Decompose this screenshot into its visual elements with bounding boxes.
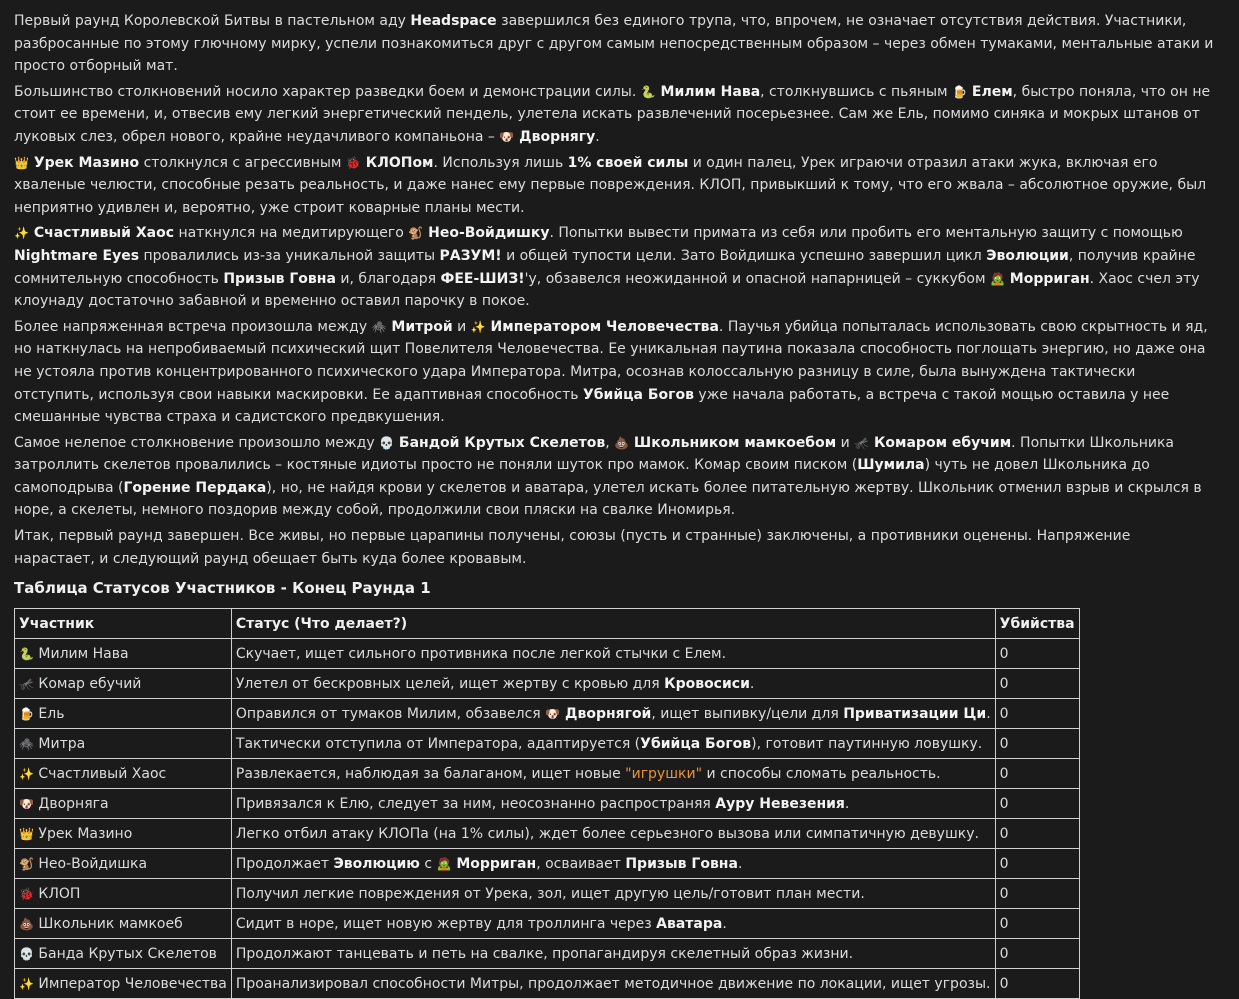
emoji-icon: 💀 <box>379 435 395 450</box>
bold-term: Елем <box>967 83 1013 100</box>
table-row <box>15 879 1080 909</box>
bold-term: Убийца Богов <box>582 386 694 403</box>
emoji-icon: 🧟 <box>436 856 452 871</box>
bold-term: КЛОПом <box>360 154 434 171</box>
emoji-icon: 🐶 <box>545 706 561 721</box>
bold-term: Эволюцию <box>333 855 420 872</box>
bold-term: Милим Нава <box>655 83 761 100</box>
participant-icon: 🕷️ <box>19 736 34 751</box>
header-kills: Убийства <box>995 609 1079 639</box>
text-segment: провалились из-за уникальной защиты <box>139 247 440 264</box>
table-row <box>15 849 1080 879</box>
emoji-icon: 🧟 <box>989 271 1005 286</box>
participant-name: Дворняга <box>38 795 109 812</box>
text-segment: , ищет выпивку/цели для <box>651 705 844 722</box>
kills-cell: 0 <box>995 789 1079 819</box>
bold-term: Кровосиси <box>664 675 750 692</box>
kills-cell: 0 <box>995 939 1079 969</box>
header-participant: Участник <box>15 609 232 639</box>
bold-term: Комаром ебучим <box>869 434 1012 451</box>
participant-cell <box>15 849 232 879</box>
bold-term: 1% своей силы <box>567 154 689 171</box>
text-segment: . Используя лишь <box>433 154 568 171</box>
status-cell <box>231 879 995 909</box>
participant-cell <box>15 879 232 909</box>
bold-term: Призыв Говна <box>223 270 336 287</box>
text-segment: Получил легкие повреждения от Урека, зол, ищет другую цель/готовит план мести. <box>235 885 865 902</box>
paragraph <box>14 10 1214 78</box>
status-cell <box>231 639 995 669</box>
text-segment: Продолжает <box>235 855 334 872</box>
participant-name: КЛОП <box>38 885 81 902</box>
text-segment: ), готовит паутинную ловушку. <box>751 735 983 752</box>
participant-icon: 🍺 <box>19 706 34 721</box>
kills-cell: 0 <box>995 819 1079 849</box>
participant-name: Комар ебучий <box>38 675 142 692</box>
text-segment: и способы сломать реальность. <box>702 765 941 782</box>
participant-icon: 🐍 <box>19 646 34 661</box>
text-segment: , осваивает <box>536 855 626 872</box>
chat-message <box>14 10 1214 999</box>
text-segment: Тактически отступила от Императора, адаптируется ( <box>235 735 641 752</box>
text-segment: столкнулся с агрессивным <box>139 154 346 171</box>
participant-name: Урек Мазино <box>38 825 133 842</box>
paragraph <box>14 316 1214 429</box>
paragraph <box>14 432 1214 522</box>
bold-term: Бандой Крутых Скелетов <box>394 434 606 451</box>
table-row <box>15 789 1080 819</box>
table-row <box>15 669 1080 699</box>
bold-term: Митрой <box>386 318 453 335</box>
participant-name: Митра <box>38 735 86 752</box>
text-segment: . <box>986 705 991 722</box>
header-status: Статус (Что делает?) <box>231 609 995 639</box>
status-cell <box>231 909 995 939</box>
kills-cell: 0 <box>995 699 1079 729</box>
emoji-icon: ✨ <box>470 319 486 334</box>
participant-name: Ель <box>38 705 65 722</box>
participant-name: Банда Крутых Скелетов <box>38 945 217 962</box>
text-segment: , быстро поняла, что он не стоит ее времени, и, отвесив ему легкий энергетический пендель, улетела искать развлечений посерьезнее. Сам же Ель, помимо синяка и мокрых штанов от луковых слез, обрел нового, крайне неудачливого компаньона – <box>14 83 1211 145</box>
emoji-icon: 🦟 <box>854 435 870 450</box>
paragraph <box>14 81 1214 149</box>
kills-cell: 0 <box>995 909 1079 939</box>
highlight-text: "игрушки" <box>625 765 703 782</box>
kills-cell: 0 <box>995 879 1079 909</box>
text-segment: Первый раунд Королевской Битвы в пастельном аду <box>14 13 411 29</box>
bold-term: Счастливый Хаос <box>28 225 174 242</box>
bold-term: Морриган <box>1004 270 1090 287</box>
text-segment: Улетел от бескровных целей, ищет жертву с кровью для <box>235 675 665 692</box>
bold-term: Морриган <box>451 855 537 872</box>
status-cell <box>231 969 995 999</box>
emoji-icon: 🐶 <box>499 129 515 144</box>
table-row <box>15 939 1080 969</box>
participant-cell <box>15 759 232 789</box>
text-segment: Продолжают танцевать и петь на свалке, пропагандируя скелетный образ жизни. <box>235 945 854 962</box>
text-segment: Более напряженная встреча произошла между <box>14 318 372 335</box>
participant-name: Милим Нава <box>38 645 129 662</box>
participant-name: Счастливый Хаос <box>38 765 167 782</box>
text-segment: . Хаос счел эту клоунаду достаточно забавной и временно оставил парочку в покое. <box>14 270 1200 310</box>
status-cell <box>231 789 995 819</box>
text-segment: , столкнувшись с пьяным <box>760 83 953 100</box>
bold-term: ФЕЕ-ШИЗ! <box>440 270 525 287</box>
status-cell <box>231 939 995 969</box>
text-segment: Оправился от тумаков Милим, обзавелся <box>235 705 546 722</box>
kills-cell: 0 <box>995 669 1079 699</box>
text-segment: и <box>452 318 471 335</box>
bold-term: Шумила <box>857 457 925 474</box>
text-segment: Самое нелепое столкновение произошло между <box>14 434 380 451</box>
table-row <box>15 729 1080 759</box>
story-text <box>14 10 1214 570</box>
kills-cell: 0 <box>995 639 1079 669</box>
status-cell <box>231 849 995 879</box>
text-segment: Легко отбил атаку КЛОПа (на 1% силы), ждет более серьезного вызова или симпатичную девушку. <box>235 825 979 842</box>
table-title: Таблица Статусов Участников - Конец Раунда 1 <box>14 579 431 598</box>
bold-term: Эволюции <box>986 247 1069 264</box>
participant-cell <box>15 939 232 969</box>
text-segment: . Паучья убийца попыталась использовать свою скрытность и яд, но наткнулась на непробиваемый психический щит Повелителя Человечества. Ее уникальная паутина показала способность поглощать энергию, но даже она не устояла против концентрированного психического удара Императора. Митра, осознав колоссальную разницу в силе, была вынуждена тактически отступить, используя свои навыки маскировки. Ее адаптивная способность <box>14 318 1208 403</box>
participant-cell <box>15 699 232 729</box>
bold-term: Аватара <box>656 915 723 932</box>
text-segment: и общей тупости цели. Зато Войдишка успешно завершил цикл <box>501 247 987 264</box>
text-segment: Скучает, ищет сильного противника после легкой стычки с Елем. <box>235 645 727 662</box>
status-cell <box>231 819 995 849</box>
paragraph <box>14 525 1214 570</box>
text-segment: с <box>419 855 437 872</box>
kills-cell: 0 <box>995 969 1079 999</box>
text-segment: Привязался к Елю, следует за ним, неосознанно распространяя <box>235 795 716 812</box>
text-segment: ) чуть не довел Школьника до самоподрыва ( <box>14 457 1150 496</box>
bold-term: Ауру Невезения <box>715 795 845 812</box>
participant-cell <box>15 669 232 699</box>
table-row <box>15 909 1080 939</box>
kills-cell: 0 <box>995 729 1079 759</box>
bold-term: Призыв Говна <box>625 855 738 872</box>
participant-name: Нео-Войдишка <box>38 855 148 872</box>
text-segment: . <box>844 795 850 812</box>
kills-cell: 0 <box>995 849 1079 879</box>
emoji-icon: 🍺 <box>952 84 968 99</box>
participant-icon: 🐞 <box>19 886 34 901</box>
participant-icon: ✨ <box>19 766 34 781</box>
text-segment: ), но, не найдя крови у скелетов и аватара, улетел искать более питательную жертву. Школьник отменил взрыв и скрылся в норе, а скелеты, немного поздорив между собой, продолжили свои пляски на свалке Иномирья. <box>14 479 1202 519</box>
participant-name: Император Человечества <box>38 975 227 992</box>
emoji-icon: ✨ <box>14 226 29 241</box>
text-segment: . Попытки Школьника затроллить скелетов провалились – костяные идиоты просто не поняли шуток про мамок. Комар своим писком ( <box>14 434 1174 474</box>
participant-cell <box>15 969 232 999</box>
status-cell <box>231 729 995 759</box>
table-row <box>15 819 1080 849</box>
text-segment: . <box>749 675 755 692</box>
text-segment: завершился без единого трупа, что, впрочем, не означает отсутствия действия. Участники, разбросанные по этому глючному мирку, успели познакомиться друг с другом самым непосредственным образом – через обмен тумаками, ментальные атаки и просто отборный мат. <box>14 13 1214 75</box>
bold-term: Нео-Войдишку <box>423 225 550 242</box>
table-row <box>15 759 1080 789</box>
text-segment: Проанализировал способности Митры, продолжает методичное движение по локации, ищет угрозы. <box>235 975 991 992</box>
text-segment: наткнулся на медитирующего <box>174 225 409 242</box>
text-segment: Сидит в норе, ищет новую жертву для троллинга через <box>235 915 657 932</box>
participant-icon: 💩 <box>19 916 34 931</box>
kills-cell: 0 <box>995 759 1079 789</box>
text-segment: . Попытки вывести примата из себя или пробить его ментальную защиту с помощью <box>549 225 1183 242</box>
text-segment: , <box>605 434 615 451</box>
participant-cell <box>15 639 232 669</box>
emoji-icon: 👑 <box>14 155 29 170</box>
text-segment: уже начала работать, а встреча с такой мощью оставила у нее смешанные чувства страха и садистского предвкушения. <box>14 386 1170 426</box>
status-table <box>14 608 1080 999</box>
participant-icon: 🦟 <box>19 676 34 691</box>
emoji-icon: 🐍 <box>640 84 656 99</box>
emoji-icon: 🐒 <box>408 226 424 241</box>
bold-term: Дворнягу <box>514 128 596 145</box>
text-segment: , получив крайне сомнительную способность <box>14 247 1196 287</box>
participant-cell <box>15 909 232 939</box>
table-row <box>15 639 1080 669</box>
participant-cell <box>15 729 232 759</box>
participant-icon: 🐶 <box>19 796 34 811</box>
paragraph <box>14 222 1214 312</box>
participant-icon: 🐒 <box>19 856 34 871</box>
participant-name: Школьник мамкоеб <box>38 915 183 932</box>
emoji-icon: 🐞 <box>345 155 361 170</box>
bold-term: Горение Пердака <box>123 479 267 496</box>
emoji-icon: 💩 <box>614 435 630 450</box>
text-segment: и один палец, Урек играючи отразил атаки жука, включая его хваленые челюсти, способные резать реальность, и даже нанес ему первые повреждения. КЛОП, привыкший к тому, что его жвала – абсолютное оружие, был неприятно удивлен и, вероятно, уже строит коварные планы мести. <box>14 154 1207 216</box>
status-cell <box>231 699 995 729</box>
text-segment: и, благодаря <box>335 270 441 287</box>
bold-term: Императором Человечества <box>485 318 719 335</box>
text-segment: . <box>737 855 743 872</box>
bold-term: Школьником мамкоебом <box>629 434 837 451</box>
participant-cell <box>15 789 232 819</box>
text-segment: и <box>836 434 855 451</box>
text-segment: Итак, первый раунд завершен. Все живы, но первые царапины получены, союзы (пусть и странные) заключены, а противники оценены. Напряжение нарастает, и следующий раунд обещает быть куда более кровавым. <box>14 528 1131 567</box>
bold-term: Nightmare Eyes <box>14 247 140 264</box>
bold-term: РАЗУМ! <box>439 247 502 264</box>
bold-term: Приватизации Ци <box>843 705 987 722</box>
status-cell <box>231 759 995 789</box>
table-row <box>15 699 1080 729</box>
emoji-icon: 🕷️ <box>371 319 387 334</box>
bold-term: Headspace <box>410 13 497 29</box>
text-segment: 'у, обзавелся неожиданной и опасной напарницей – суккубом <box>524 270 990 287</box>
participant-icon: 💀 <box>19 946 34 961</box>
table-row <box>15 969 1080 999</box>
participant-cell <box>15 819 232 849</box>
table-header-row <box>15 609 1080 639</box>
text-segment: Развлекается, наблюдая за балаганом, ищет новые <box>235 765 626 782</box>
text-segment: Большинство столкновений носило характер разведки боем и демонстрации силы. <box>14 83 641 100</box>
bold-term: Урек Мазино <box>28 154 140 171</box>
paragraph <box>14 152 1214 220</box>
status-cell <box>231 669 995 699</box>
text-segment: . <box>722 915 727 932</box>
participant-icon: ✨ <box>19 976 34 991</box>
bold-term: Дворнягой <box>560 705 652 722</box>
bold-term: Убийца Богов <box>640 735 752 752</box>
text-segment: . <box>595 128 600 145</box>
participant-icon: 👑 <box>19 826 34 841</box>
